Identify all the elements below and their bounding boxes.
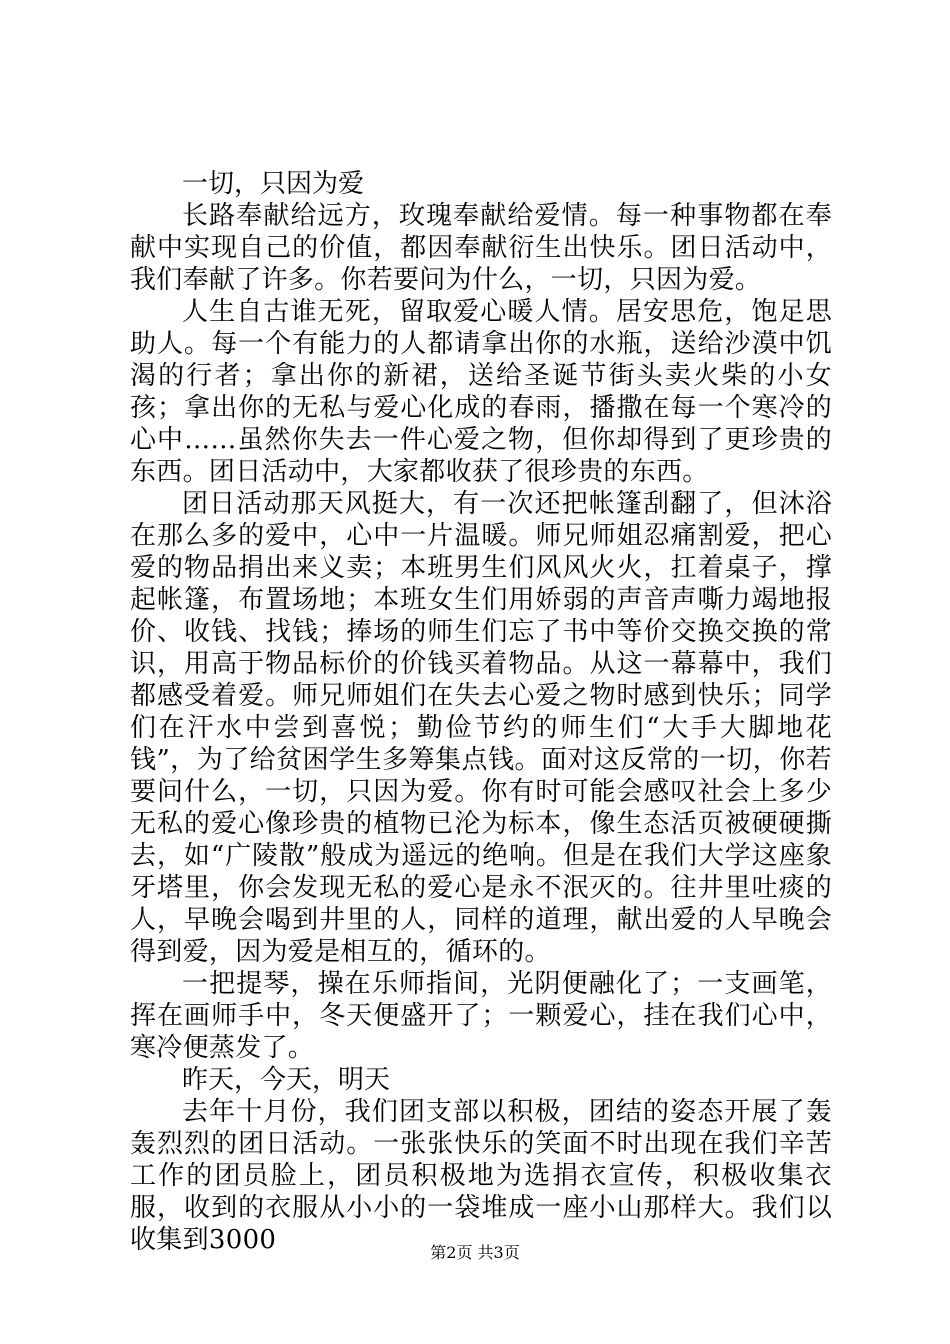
paragraph-october-activity: 去年十月份，我们团支部以积极，团结的姿态开展了轰轰烈烈的团日活动。一张张快乐的笑面不时出现在我们辛苦工作的团员脸上，团员积极地为选捐衣宣传，积极收集衣服，收到的衣服从小小的一袋堆成一座小山那样大。我们以收集到3000 [130,1097,832,1255]
paragraph-dedication: 长路奉献给远方，玫瑰奉献给爱情。每一种事物都在奉献中实现自己的价值，都因奉献衍生出快乐。团日活动中，我们奉献了许多。你若要问为什么，一切，只因为爱。 [130,201,832,295]
page-footer: 第2页 共3页 [430,1243,520,1262]
document-body [130,168,832,1256]
section-heading-love: 一切，只因为爱 [182,169,365,199]
paragraph-activity-day: 团日活动那天风挺大，有一次还把帐篷刮翻了，但沐浴在那么多的爱中，心中一片温暖。师兄师姐忍痛割爱，把心爱的物品捐出来义卖；本班男生们风风火火，扛着桌子，撑起帐篷，布置场地；本班女生们用娇弱的声音声嘶力竭地报价、收钱、找钱；捧场的师生们忘了书中等价交换交换的常识，用高于物品标价的价钱买着物品。从这一幕幕中，我们都感受着爱。师兄师姐们在失去心爱之物时感到快乐；同学们在汗水中尝到喜悦；勤俭节约的师生们“大手大脚地花钱”，为了给贫困学生多筹集点钱。面对这反常的一切，你若要问什么，一切，只因为爱。你有时可能会感叹社会上多少无私的爱心像珍贵的植物已沦为标本，像生态活页被硬硬撕去，如“广陵散”般成为遥远的绝响。但是在我们大学这座象牙塔里，你会发现无私的爱心是永不泯灭的。往井里吐痰的人，早晚会喝到井里的人，同样的道理，献出爱的人早晚会得到爱，因为爱是相互的，循环的。 [130,489,832,967]
paragraph-helping-others: 人生自古谁无死，留取爱心暖人情。居安思危，饱足思助人。每一个有能力的人都请拿出你的水瓶，送给沙漠中饥渴的行者；拿出你的新裙，送给圣诞节街头卖火柴的小女孩；拿出你的无私与爱心化成的春雨，播撒在每一个寒冷的心中……虽然你失去一件心爱之物，但你却得到了更珍贵的东西。团日活动中，大家都收获了很珍贵的东西。 [130,297,832,487]
section-heading-yesterday-today-tomorrow: 昨天，今天，明天 [182,1065,391,1095]
paragraph-violin-metaphor: 一把提琴，操在乐师指间，光阴便融化了；一支画笔，挥在画师手中，冬天便盛开了；一颗爱心，挂在我们心中，寒冷便蒸发了。 [130,969,832,1063]
